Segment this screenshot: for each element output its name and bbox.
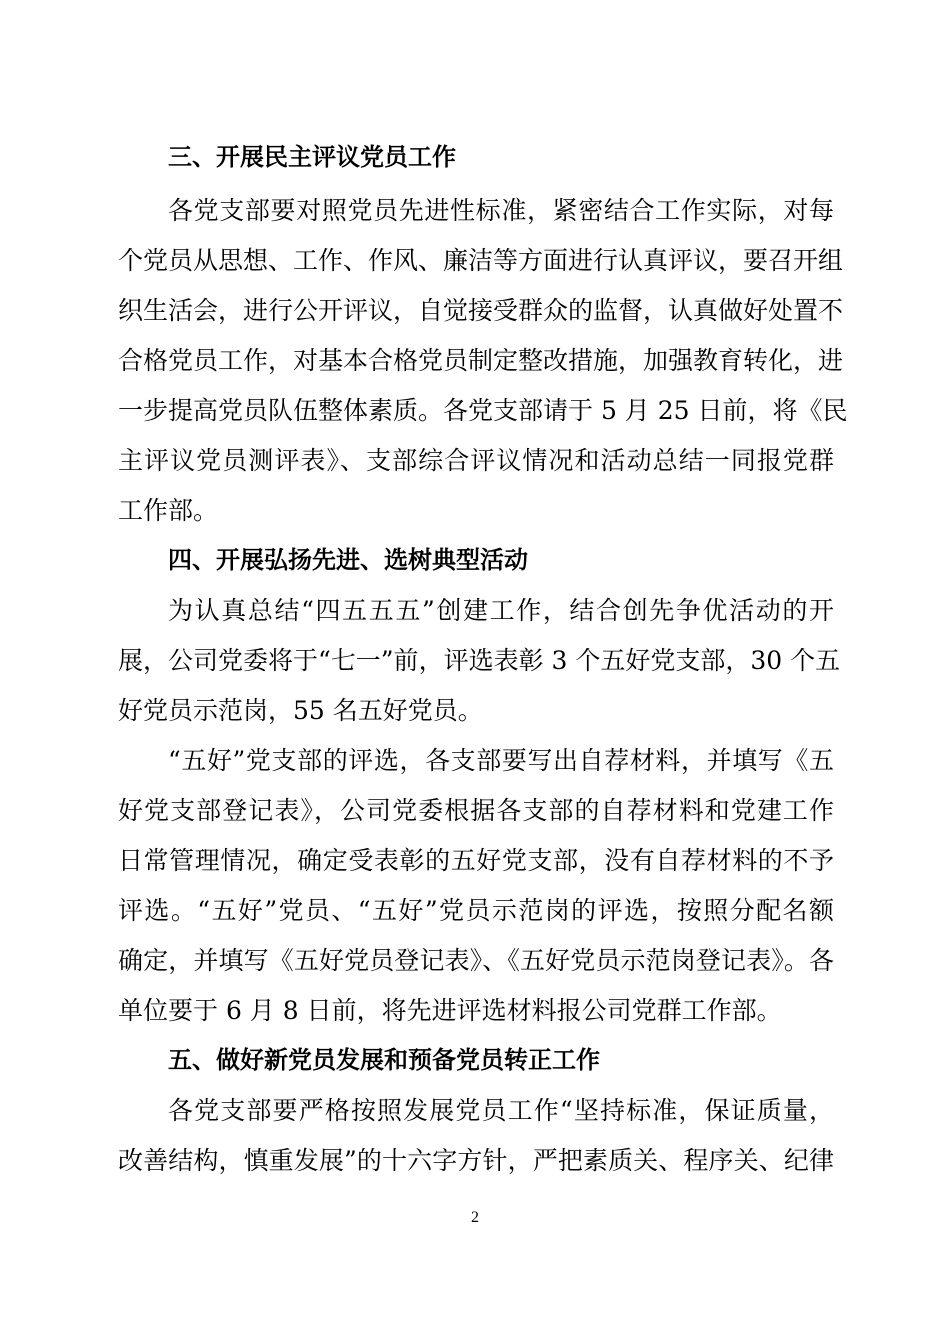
paragraph-line: 好党员示范岗，55 名五好党员。: [118, 696, 483, 725]
section-heading-5: 五、做好新党员发展和预备党员转正工作: [168, 1046, 600, 1074]
section-heading-3: 三、开展民主评议党员工作: [168, 143, 456, 171]
paragraph-line: 织生活会，进行公开评议，自觉接受群众的监督，认真做好处置不: [118, 296, 844, 325]
paragraph-line: 单位要于 6 月 8 日前，将先进评选材料报公司党群工作部。: [118, 996, 782, 1025]
page-number: 2: [471, 1209, 479, 1226]
paragraph-line: 各党支部要严格按照发展党员工作“坚持标准，保证质量，: [168, 1096, 834, 1125]
paragraph-line: 一步提高党员队伍整体素质。各党支部请于 5 月 25 日前，将《民: [118, 396, 848, 425]
paragraph-line: 日常管理情况，确定受表彰的五好党支部，没有自荐材料的不予: [118, 846, 834, 875]
paragraph-line: “五好”党支部的评选，各支部要写出自荐材料，并填写《五: [168, 746, 834, 775]
paragraph-line: 好党支部登记表》，公司党委根据各支部的自荐材料和党建工作: [118, 796, 834, 825]
section-heading-4: 四、开展弘扬先进、选树典型活动: [168, 546, 528, 574]
paragraph-line: 主评议党员测评表》、支部综合评议情况和活动总结一同报党群: [118, 446, 834, 475]
paragraph-line: 个党员从思想、工作、作风、廉洁等方面进行认真评议，要召开组: [118, 246, 844, 275]
paragraph-line: 确定，并填写《五好党员登记表》、《五好党员示范岗登记表》。各: [118, 946, 834, 975]
paragraph-line: 工作部。: [118, 496, 219, 525]
paragraph-line: 各党支部要对照党员先进性标准，紧密结合工作实际，对每: [168, 196, 834, 225]
paragraph-line: 评选。“五好”党员、“五好”党员示范岗的评选，按照分配名额: [118, 896, 834, 925]
paragraph-line: 展，公司党委将于“七一”前，评选表彰 3 个五好党支部，30 个五: [118, 646, 841, 675]
paragraph-line: 合格党员工作，对基本合格党员制定整改措施，加强教育转化，进: [118, 346, 844, 375]
paragraph-line: 改善结构，慎重发展”的十六字方针，严把素质关、程序关、纪律: [118, 1146, 834, 1175]
paragraph-line: 为认真总结“四五五五”创建工作，结合创先争优活动的开: [168, 596, 834, 625]
